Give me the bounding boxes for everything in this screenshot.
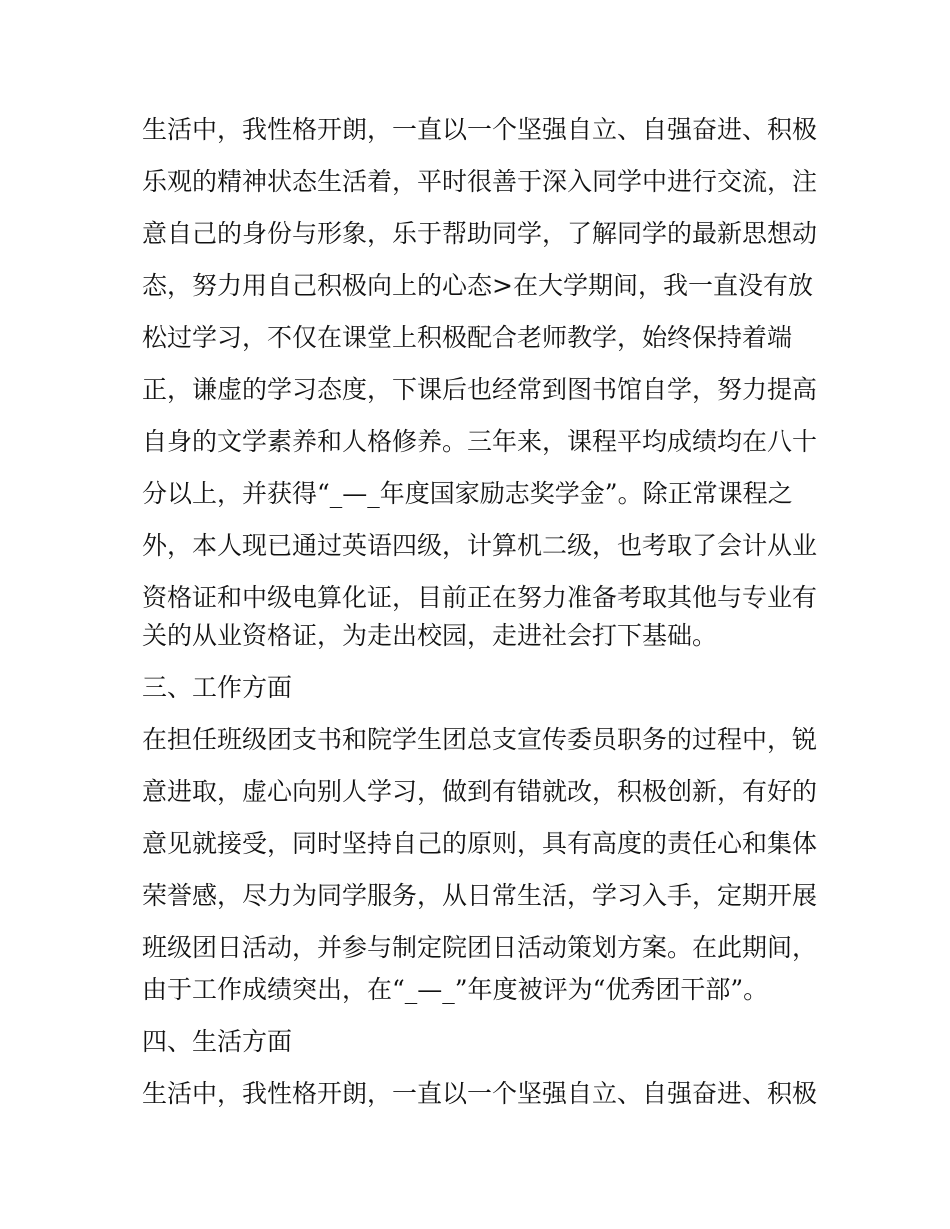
paragraph-line: 松过学习，不仅在课堂上积极配合老师教学，始终保持着端: [142, 323, 793, 352]
paragraph-line: 自身的文学素养和人格修养。三年来，课程平均成绩均在八十: [142, 427, 818, 456]
section-heading-work: 三、工作方面: [142, 673, 293, 702]
paragraph-line: 资格证和中级电算化证，目前正在努力准备考取其他与专业有: [142, 583, 818, 612]
paragraph-line: 意见就接受，同时坚持自己的原则，具有高度的责任心和集体: [142, 829, 818, 858]
paragraph-line: 态，努力用自己积极向上的心态>在大学期间，我一直没有放: [142, 271, 813, 300]
paragraph-line: 生活中，我性格开朗，一直以一个坚强自立、自强奋进、积极: [142, 115, 818, 144]
paragraph-line: 班级团日活动，并参与制定院团日活动策划方案。在此期间，: [142, 933, 818, 962]
paragraph-line: 由于工作成绩突出，在“_—_”年度被评为“优秀团干部”。: [142, 975, 769, 1004]
paragraph-line: 意进取，虚心向别人学习，做到有错就改，积极创新，有好的: [142, 777, 818, 806]
paragraph-line: 关的从业资格证，为走出校园，走进社会打下基础。: [142, 621, 718, 650]
paragraph-line: 外，本人现已通过英语四级，计算机二级，也考取了会计从业: [142, 531, 818, 560]
section-heading-life: 四、生活方面: [142, 1027, 293, 1056]
paragraph-line: 意自己的身份与形象，乐于帮助同学，了解同学的最新思想动: [142, 219, 818, 248]
paragraph-line: 荣誉感，尽力为同学服务，从日常生活，学习入手，定期开展: [142, 881, 818, 910]
paragraph-line: 在担任班级团支书和院学生团总支宣传委员职务的过程中，锐: [142, 725, 818, 754]
paragraph-line: 乐观的精神状态生活着，平时很善于深入同学中进行交流，注: [142, 167, 818, 196]
paragraph-line: 正，谦虚的学习态度，下课后也经常到图书馆自学，努力提高: [142, 375, 818, 404]
paragraph-line: 分以上，并获得“_—_年度国家励志奖学金”。除正常课程之: [142, 479, 793, 508]
paragraph-line: 生活中，我性格开朗，一直以一个坚强自立、自强奋进、积极: [142, 1079, 818, 1108]
